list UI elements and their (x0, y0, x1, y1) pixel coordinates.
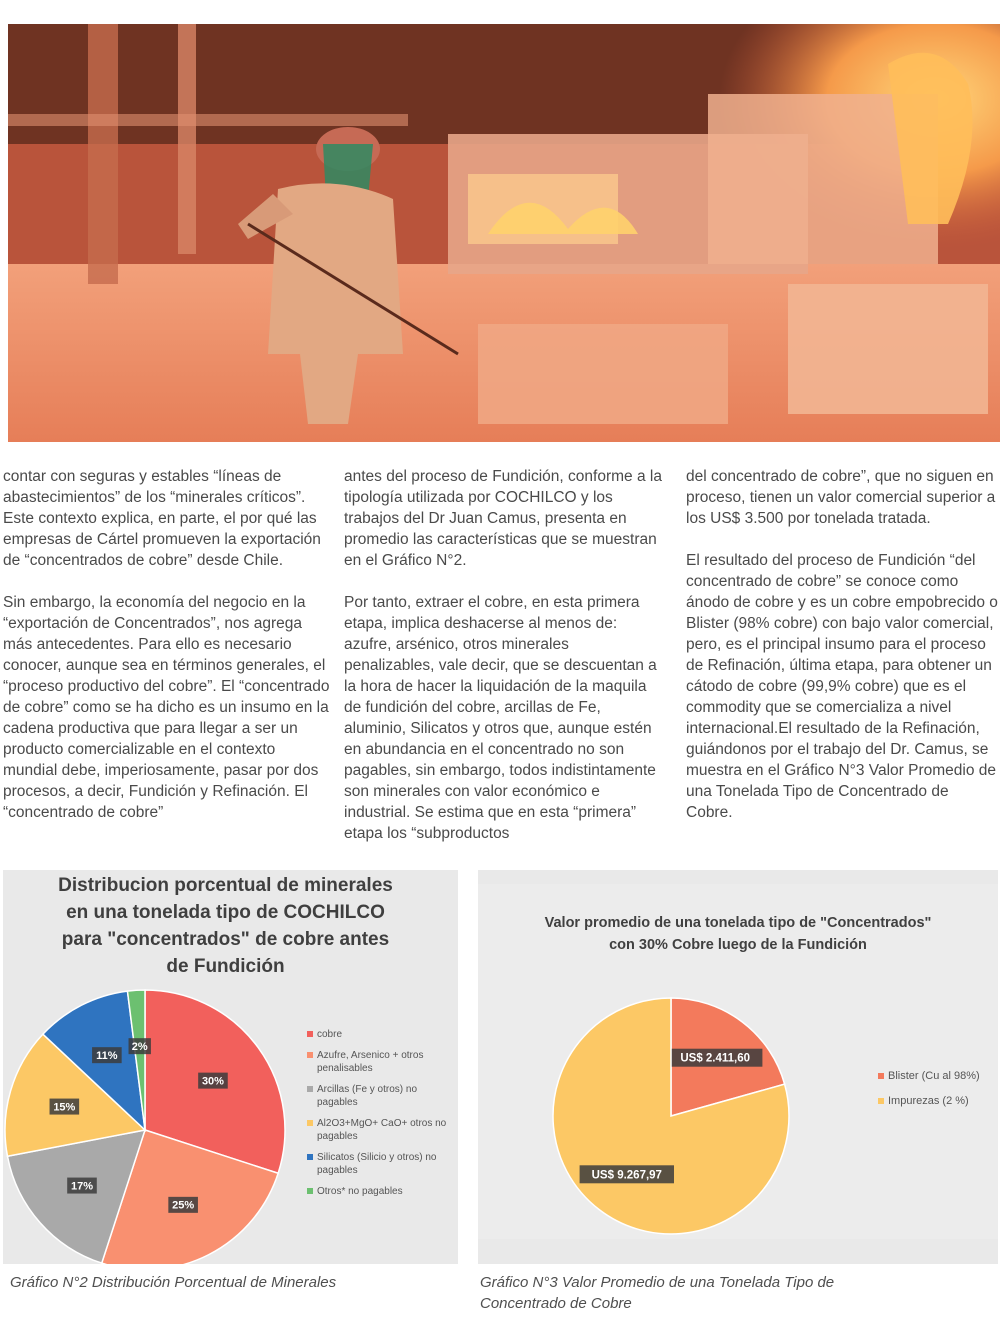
chart-title-line: Valor promedio de una tonelada tipo de "Concentrados" (544, 915, 932, 931)
data-label-text: 25% (172, 1199, 195, 1212)
data-label (129, 1038, 151, 1054)
chart-caption: Gráfico N°2 Distribución Porcentual de Minerales (10, 1274, 337, 1291)
chart-title-line: para "concentrados" de cobre antes (61, 929, 390, 950)
data-label (668, 1049, 762, 1067)
article-column-3 (686, 466, 998, 844)
data-label-text: 17% (70, 1180, 94, 1193)
data-label-text: 2% (131, 1041, 148, 1054)
legend-item (307, 1049, 457, 1075)
data-label (92, 1047, 122, 1063)
legend-item (878, 1095, 996, 1108)
chart-title-line: de Fundición (166, 956, 285, 977)
mineral-distribution-chart (3, 870, 458, 1264)
legend-swatch (307, 1188, 313, 1194)
legend-swatch (878, 1098, 884, 1104)
data-label-text: US$ 2.411,60 (680, 1052, 751, 1065)
legend-label: Silicatos (Silicio y otros) no pagables (317, 1152, 437, 1176)
paragraph: antes del proceso de Fundición, conforme a la tipología utilizada por COCHILCO y los trabajos del Dr Juan Camus, presenta en promedio las características que se muestran en el Gráfico N°2. (344, 468, 662, 569)
legend-label: cobre (317, 1029, 343, 1040)
data-label (67, 1178, 97, 1194)
copper-value-chart (478, 870, 998, 1264)
paragraph: del concentrado de cobre”, que no siguen en proceso, tienen un valor comercial superior a los US$ 3.500 por tonelada tratada. (686, 468, 996, 527)
legend-label: Al2O3+MgO+ CaO+ otros no pagables (317, 1118, 447, 1142)
legend-swatch (307, 1154, 313, 1160)
data-label-text: 11% (96, 1050, 118, 1063)
legend-swatch (307, 1120, 313, 1126)
data-label-text: 15% (53, 1101, 76, 1114)
legend-label: Arcillas (Fe y otros) no pagables (317, 1084, 418, 1108)
paragraph: Sin embargo, la economía del negocio en la “exportación de Concentrados”, nos agrega más antecedentes. Para ello es necesario conocer, aunque sea en términos generales, el “proceso productivo del cobre”. El “concentrado de cobre” como se ha dicho es un insumo en la cadena productiva que para llegar a ser un producto comercializable en el contexto mundial debe, imperiosamente, pasar por dos procesos, a decir, Fundición y Refinación. El “concentrado de cobre” (3, 594, 330, 821)
chart-legend (878, 1070, 996, 1120)
data-label (198, 1073, 228, 1089)
chart-title-line: Distribucion porcentual de minerales (58, 875, 393, 896)
data-label (50, 1099, 80, 1115)
smelter-illustration (8, 24, 1000, 442)
legend-swatch (307, 1031, 313, 1037)
chart-caption: Gráfico N°3 Valor Promedio de una Tonelada Tipo de Concentrado de Cobre (480, 1274, 835, 1312)
paragraph: Por tanto, extraer el cobre, en esta primera etapa, implica deshacerse al menos de: azufre, arsénico, otros minerales penalizables, vale decir, que se descuentan a la hora de hacer la liquidación de la maquila de fundición del cobre, arcillas de Fe, aluminio, Silicatos y otros que, aunque estén en abundancia en el concentrado no son pagables, sin embargo, todos indistintamente son minerales con valor económico e industrial. Se estima que en esta “primera” etapa los “subproductos (344, 594, 657, 842)
chart-title-line: en una tonelada tipo de COCHILCO (66, 902, 385, 923)
legend-label: Impurezas (2 %) (888, 1095, 969, 1107)
article-column-2 (344, 466, 662, 865)
legend-item (307, 1185, 457, 1198)
legend-item (307, 1117, 457, 1143)
legend-item (307, 1151, 457, 1177)
legend-swatch (878, 1073, 884, 1079)
hero-photo (8, 24, 1000, 442)
data-label-text: 30% (201, 1075, 224, 1088)
legend-swatch (307, 1052, 313, 1058)
paragraph: El resultado del proceso de Fundición “del concentrado de cobre” se conoce como ánodo de cobre y es un cobre empobrecido o Blister (98% cobre) con bajo valor comercial, pero, es el principal insumo para el proceso de Refinación, última etapa, para obtener un cátodo de cobre (99,9% cobre) que es el commodity que se comercializa a nivel internacional.El resultado de la Refinación, guiándonos por el trabajo del Dr. Camus, se muestra en el Gráfico N°3 Valor Promedio de una Tonelada Tipo de Concentrado de Cobre. (686, 552, 998, 821)
paragraph: contar con seguras y estables “líneas de abastecimientos” de los “minerales críticos”. Este contexto explica, en parte, el por qué las empresas de Cártel promueven la exportación de “concentrados de cobre” desde Chile. (3, 468, 321, 569)
article-column-1 (3, 466, 331, 844)
legend-label: Azufre, Arsenico + otros penalisables (317, 1050, 424, 1074)
legend-label: Blister (Cu al 98%) (888, 1070, 980, 1082)
chart-title-line: con 30% Cobre luego de la Fundición (609, 937, 867, 953)
chart-legend (307, 1028, 457, 1206)
data-label (168, 1197, 198, 1213)
data-label (580, 1165, 674, 1183)
pie-chart (478, 870, 998, 1264)
legend-swatch (307, 1086, 313, 1092)
legend-item (307, 1083, 457, 1109)
legend-item (878, 1070, 996, 1083)
data-label-text: US$ 9.267,97 (591, 1169, 662, 1182)
legend-item (307, 1028, 457, 1041)
legend-label: Otros* no pagables (317, 1186, 403, 1197)
